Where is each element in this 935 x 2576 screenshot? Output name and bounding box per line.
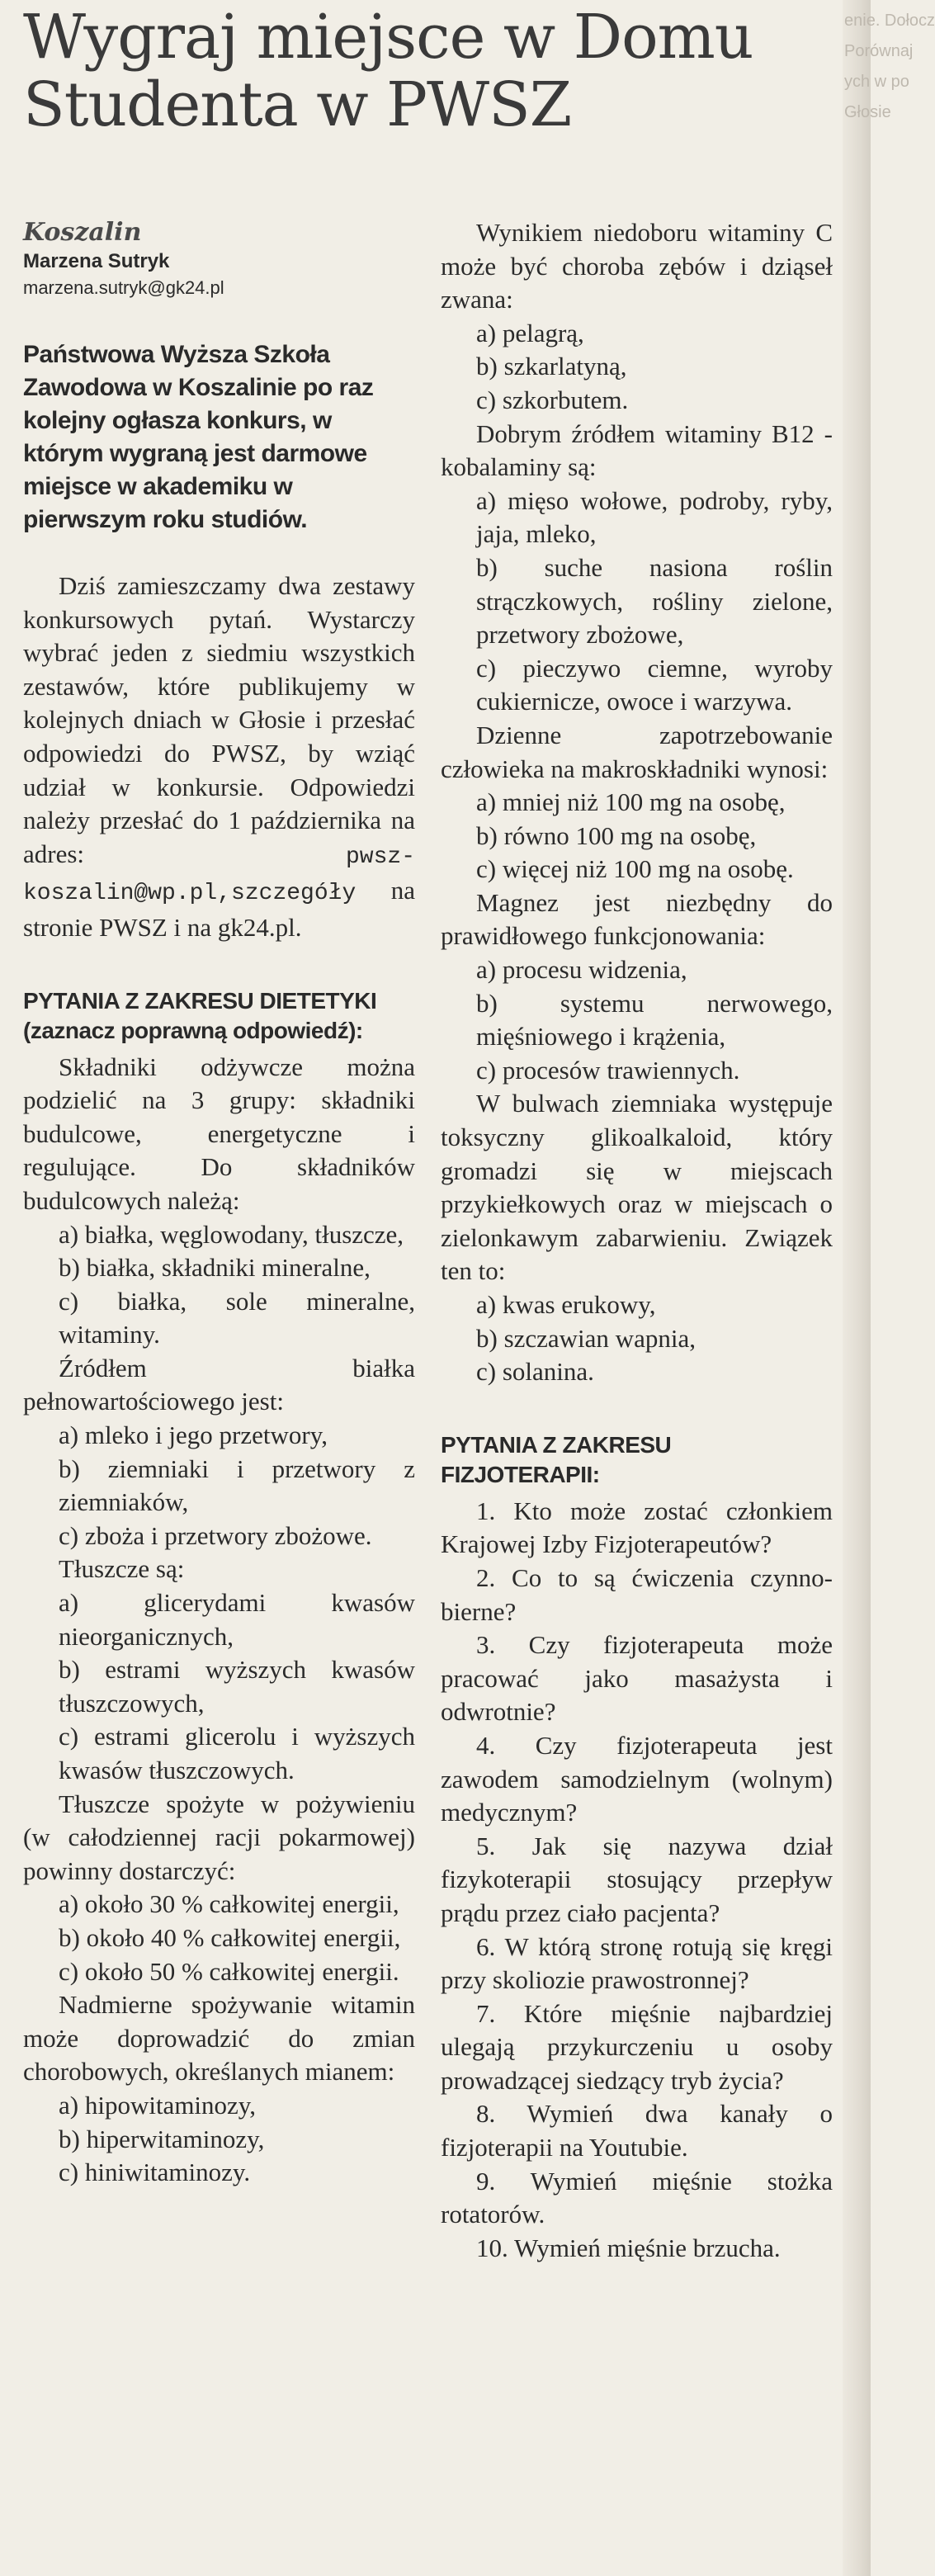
diet-q3-option: c) estrami glicerolu i wyższych kwasów tłuszczowych. (59, 1722, 415, 1784)
byline-location: Koszalin (23, 218, 142, 247)
bleed-text-3: ych w po (844, 73, 909, 91)
diet-section-heading: PYTANIA Z ZAKRESU DIETETYKI (zaznacz poprawną odpowiedź): (23, 987, 377, 1043)
diet-q3-option: b) estrami wyższych kwasów tłuszczowych, (59, 1655, 415, 1718)
bleed-text-2: Porównaj (844, 42, 914, 60)
diet-q9-option: c) procesów trawiennych. (476, 1055, 740, 1085)
physio-question: 8. Wymień dwa kanały o fizjoterapii na Youtubie. (441, 2099, 833, 2162)
diet-q10-option: a) kwas erukowy, (476, 1290, 656, 1319)
diet-q1-option: a) białka, węglowodany, tłuszcze, (59, 1219, 404, 1249)
diet-q6-text: Wynikiem niedoboru witaminy C może być choroba zębów i dziąseł zwana: (441, 218, 833, 314)
intro-paragraph (23, 570, 415, 945)
diet-q5-option: b) hiperwitaminozy, (59, 2124, 265, 2153)
adjacent-page-edge (843, 0, 935, 2576)
diet-q8-option: c) więcej niż 100 mg na osobę. (476, 854, 794, 884)
diet-q10-option: b) szczawian wapnia, (476, 1323, 696, 1353)
lead-paragraph: Państwowa Wyższa Szkoła Zawodowa w Koszalinie po raz kolejny ogłasza konkurs, w którym wygraną jest darmowe miejsce w akademiku w pierwszym roku studiów. (23, 341, 374, 533)
physio-section-heading: PYTANIA Z ZAKRESU FIZJOTERAPII: (441, 1431, 672, 1487)
diet-q9-option: a) procesu widzenia, (476, 955, 687, 985)
diet-q2-option: c) zboża i przetwory zbożowe. (59, 1520, 372, 1550)
diet-q5-text: Nadmierne spożywanie witamin może doprowadzić do zmian chorobowych, określanych mianem: (23, 1990, 415, 2087)
diet-q7-text: Dobrym źródłem witaminy B12 - kobalaminy są: (441, 418, 833, 482)
physio-question: 9. Wymień mięśnie stożka rotatorów. (441, 2166, 833, 2229)
diet-q6-option: a) pelagrą, (476, 318, 584, 347)
author-email[interactable]: marzena.sutryk@gk24.pl (23, 277, 224, 298)
diet-q6-option: b) szkarlatyną, (476, 352, 627, 381)
physio-question: 5. Jak się nazywa dział fizykoterapii stosujący przepływ prądu przez ciało pacjenta? (441, 1831, 833, 1927)
byline-author: Marzena Sutryk (23, 250, 170, 272)
bleed-text-4: Głosie (844, 103, 891, 121)
physio-question: 1. Kto może zostać członkiem Krajowej Izby Fizjoterapeutów? (441, 1496, 833, 1559)
diet-q2-text: Źródłem białka pełnowartościowego jest: (23, 1353, 415, 1416)
diet-q8-option: a) mniej niż 100 mg na osobę, (476, 787, 786, 817)
physio-question: 4. Czy fizjoterapeuta jest zawodem samodzielnym (wolnym) medycznym? (441, 1730, 833, 1827)
physio-question: 6. W którą stronę rotują się kręgi przy skoliozie prawostronnej? (441, 1931, 833, 1995)
diet-q6-option: c) szkorbutem. (476, 385, 629, 414)
diet-q3-option: a) glicerydami kwasów nieorganicznych, (59, 1588, 415, 1651)
diet-q4-text: Tłuszcze spożyte w pożywieniu (w całodziennej racji pokarmowej) powinny dostarczyć: (23, 1789, 415, 1885)
diet-q4-option: a) około 30 % całkowitej energii, (59, 1889, 399, 1919)
contest-email[interactable]: pwsz-koszalin@wp.pl,szczegóły (23, 844, 415, 907)
bleed-text-1: enie. Dołocz (844, 12, 935, 30)
intro-text-a: Dziś zamieszczamy dwa zestawy konkursowych pytań. Wystarczy wybrać jeden z siedmiu wszystkich zestawów, które publikujemy w kolejnych dniach w Głosie i przesłać odpowiedzi do PWSZ, by wziąć udział w konkursie. Odpowiedzi należy przesłać do 1 października na adres: (23, 571, 415, 868)
right-column (441, 216, 833, 2265)
physio-question: 2. Co to są ćwiczenia czynno-bierne? (441, 1562, 833, 1626)
diet-q9-option: b) systemu nerwowego, mięśniowego i krążenia, (476, 988, 833, 1052)
diet-q4-option: b) około 40 % całkowitej energii, (59, 1922, 401, 1952)
diet-q5-option: a) hipowitaminozy, (59, 2090, 257, 2120)
diet-q10-option: c) solanina. (476, 1357, 594, 1387)
diet-q3-text: Tłuszcze są: (59, 1554, 185, 1584)
diet-q9-text: Magnez jest niezbędny do prawidłowego funkcjonowania: (441, 887, 833, 951)
diet-intro: Składniki odżywcze można podzielić na 3 grupy: składniki budulcowe, energetyczne i regulujące. Do składników budulcowych należą: (23, 1052, 415, 1215)
diet-q1-option: c) białka, sole mineralne, witaminy. (59, 1286, 415, 1349)
diet-q7-option: c) pieczywo ciemne, wyroby cukiernicze, owoce i warzywa. (476, 653, 833, 716)
physio-question: 7. Które mięśnie najbardziej ulegają przykurczeniu u osoby prowadzącej siedzący tryb życia? (441, 1998, 833, 2095)
diet-q2-option: a) mleko i jego przetwory, (59, 1420, 328, 1450)
diet-q2-option: b) ziemniaki i przetwory z ziemniaków, (59, 1453, 415, 1517)
intro-text-b: na stronie PWSZ i na gk24.pl. (23, 876, 415, 942)
diet-q8-option: b) równo 100 mg na osobę, (476, 820, 757, 850)
diet-q8-text: Dzienne zapotrzebowanie człowieka na makroskładniki wynosi: (441, 720, 833, 783)
page-title: Wygraj miejsce w Domu Studenta w PWSZ (23, 2, 753, 140)
diet-q5-option: c) hiniwitaminozy. (59, 2158, 251, 2187)
physio-question: 10. Wymień mięśnie brzucha. (476, 2233, 781, 2262)
diet-q7-option: b) suche nasiona roślin strączkowych, rośliny zielone, przetwory zbożowe, (476, 552, 833, 650)
diet-q7-option: a) mięso wołowe, podroby, ryby, jaja, mleko, (476, 485, 833, 549)
diet-q4-option: c) około 50 % całkowitej energii. (59, 1956, 399, 1986)
diet-q1-option: b) białka, składniki mineralne, (59, 1253, 371, 1283)
left-column (23, 216, 415, 2190)
physio-question: 3. Czy fizjoterapeuta może pracować jako masażysta i odwrotnie? (441, 1630, 833, 1727)
diet-q10-text: W bulwach ziemniaka występuje toksyczny glikoalkaloid, który gromadzi się w miejscach przykiełkowych oraz w miejscach o zielonkawym zabarwieniu. Związek ten to: (441, 1089, 833, 1286)
